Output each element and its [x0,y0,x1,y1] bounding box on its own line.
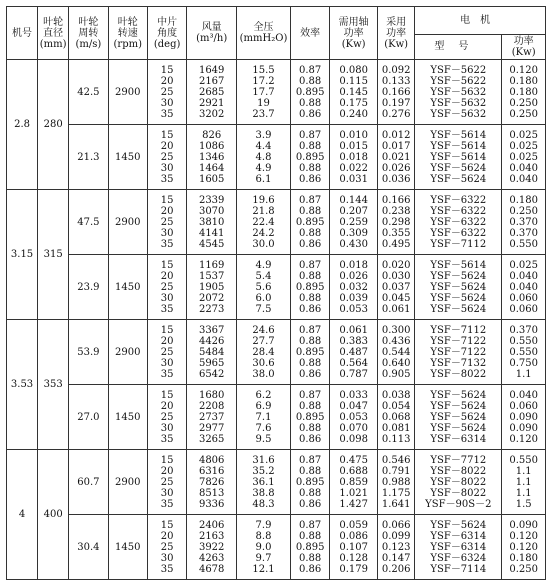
motor-model-cell: YSF－6322 YSF－6322 YSF－6322 YSF－6322 YSF－7112 [415,190,502,255]
diameter-cell: 315 [38,190,69,320]
motor-model-cell: YSF－5622 YSF－5622 YSF－5632 YSF－5632 YSF－5632 [415,60,502,125]
efficiency-cell: 0.87 0.88 0.895 0.88 0.86 [290,515,329,580]
motor-power-cell: 0.550 1.1 1.1 1.1 1.5 [502,450,546,515]
header-blade-angle: 中片 角度 (deg) [147,7,186,60]
flow-cell: 826 1086 1346 1464 1605 [187,125,237,190]
efficiency-cell: 0.87 0.88 0.895 0.88 0.86 [290,125,329,190]
angle-cell: 15 20 25 30 35 [147,255,186,320]
table-row [7,385,546,450]
pressure-cell: 7.9 8.8 9.0 9.7 12.1 [237,515,291,580]
flow-cell: 3367 4426 5484 5965 6542 [187,320,237,385]
motor-power-cell: 0.180 0.250 0.370 0.370 0.550 [502,190,546,255]
diameter-cell: 280 [38,60,69,190]
adopted-power-cell: 0.066 0.099 0.123 0.147 0.206 [378,515,415,580]
machine-no-cell: 3.15 [7,190,38,320]
pressure-cell: 15.5 17.2 17.7 19 23.7 [237,60,291,125]
header-shaft-power: 需用轴 功率 (Kw) [330,7,378,60]
shaft-power-cell: 0.018 0.026 0.032 0.039 0.053 [330,255,378,320]
motor-model-cell: YSF－5624 YSF－5624 YSF－5624 YSF－5624 YSF－6314 [415,385,502,450]
rpm-cell: 2900 [108,190,147,255]
table-row [7,515,546,580]
pressure-cell: 6.2 6.9 7.1 7.6 9.5 [237,385,291,450]
rpm-cell: 2900 [108,60,147,125]
tip-speed-cell: 30.4 [69,515,108,580]
header-adopted-power: 采用 功率 (Kw) [378,7,415,60]
shaft-power-cell: 0.059 0.086 0.107 0.128 0.179 [330,515,378,580]
pressure-cell: 4.9 5.4 5.6 6.0 7.5 [237,255,291,320]
motor-model-cell: YSF－5624 YSF－6314 YSF－6314 YSF－6324 YSF－7114 [415,515,502,580]
flow-cell: 1169 1537 1905 2072 2273 [187,255,237,320]
rpm-cell: 1450 [108,385,147,450]
efficiency-cell: 0.87 0.88 0.895 0.88 0.86 [290,255,329,320]
efficiency-cell: 0.87 0.88 0.895 0.88 0.86 [290,450,329,515]
machine-no-cell: 2.8 [7,60,38,190]
machine-no-cell: 3.53 [7,320,38,450]
table-row [7,125,546,190]
header-total-pressure: 全压 (mmH₂O) [237,7,291,60]
adopted-power-cell: 0.300 0.436 0.544 0.640 0.905 [378,320,415,385]
tip-speed-cell: 53.9 [69,320,108,385]
shaft-power-cell: 0.061 0.383 0.487 0.564 0.787 [330,320,378,385]
table-row [7,190,546,255]
pressure-cell: 19.6 21.8 22.4 24.2 30.0 [237,190,291,255]
motor-model-cell: YSF－7112 YSF－7122 YSF－7122 YSF－7132 YSF－8022 [415,320,502,385]
tip-speed-cell: 27.0 [69,385,108,450]
angle-cell: 15 20 25 30 35 [147,60,186,125]
rpm-cell: 1450 [108,255,147,320]
efficiency-cell: 0.87 0.88 0.895 0.88 0.86 [290,190,329,255]
adopted-power-cell: 0.166 0.238 0.298 0.355 0.495 [378,190,415,255]
flow-cell: 4806 6316 7826 8513 9336 [187,450,237,515]
shaft-power-cell: 0.144 0.207 0.259 0.309 0.430 [330,190,378,255]
diameter-cell: 400 [38,450,69,580]
shaft-power-cell: 0.010 0.015 0.018 0.022 0.031 [330,125,378,190]
flow-cell: 2406 2163 3922 4263 4678 [187,515,237,580]
header-motor: 电机 [415,7,546,35]
pressure-cell: 3.9 4.4 4.8 4.9 6.1 [237,125,291,190]
rpm-cell: 1450 [108,125,147,190]
table-row [7,60,546,125]
shaft-power-cell: 0.080 0.115 0.145 0.175 0.240 [330,60,378,125]
header-tip-speed: 叶轮 周转 (m/s) [69,7,108,60]
table-row [7,450,546,515]
header-machine-no: 机号 [7,7,38,60]
motor-power-cell: 0.370 0.550 0.550 0.750 1.1 [502,320,546,385]
flow-cell: 1649 2167 2685 2921 3202 [187,60,237,125]
motor-power-cell: 0.120 0.180 0.180 0.250 0.250 [502,60,546,125]
diameter-cell: 353 [38,320,69,450]
header-impeller-diameter: 叶轮 直径 (mm) [38,7,69,60]
angle-cell: 15 20 25 30 35 [147,320,186,385]
motor-power-cell: 0.040 0.060 0.090 0.090 0.120 [502,385,546,450]
motor-model-cell: YSF－7712 YSF－8022 YSF－8022 YSF－8022 YSF－90S－2 [415,450,502,515]
rpm-cell: 2900 [108,320,147,385]
header-motor-model: 型号 [415,34,502,59]
rpm-cell: 2900 [108,450,147,515]
tip-speed-cell: 60.7 [69,450,108,515]
angle-cell: 15 20 25 30 35 [147,450,186,515]
efficiency-cell: 0.87 0.88 0.895 0.88 0.86 [290,385,329,450]
motor-model-cell: YSF－5614 YSF－5624 YSF－5624 YSF－5624 YSF－5624 [415,255,502,320]
angle-cell: 15 20 25 30 35 [147,125,186,190]
header-row-1 [7,7,546,35]
fan-performance-table [6,6,546,580]
adopted-power-cell: 0.092 0.133 0.166 0.197 0.276 [378,60,415,125]
flow-cell: 1680 2208 2737 2977 3265 [187,385,237,450]
machine-no-cell: 4 [7,450,38,580]
shaft-power-cell: 0.033 0.047 0.053 0.070 0.098 [330,385,378,450]
adopted-power-cell: 0.038 0.054 0.068 0.081 0.113 [378,385,415,450]
pressure-cell: 24.6 27.7 28.4 30.6 38.0 [237,320,291,385]
table-row [7,320,546,385]
adopted-power-cell: 0.546 0.791 0.988 1.175 1.641 [378,450,415,515]
adopted-power-cell: 0.020 0.030 0.037 0.045 0.061 [378,255,415,320]
tip-speed-cell: 21.3 [69,125,108,190]
rpm-cell: 1450 [108,515,147,580]
adopted-power-cell: 0.012 0.017 0.021 0.026 0.036 [378,125,415,190]
tip-speed-cell: 23.9 [69,255,108,320]
angle-cell: 15 20 25 30 35 [147,515,186,580]
motor-power-cell: 0.025 0.025 0.025 0.040 0.040 [502,125,546,190]
motor-model-cell: YSF－5614 YSF－5614 YSF－5614 YSF－5624 YSF－5624 [415,125,502,190]
tip-speed-cell: 42.5 [69,60,108,125]
header-efficiency: 效率 [290,7,329,60]
header-air-flow: 风量 (m³/h) [187,7,237,60]
efficiency-cell: 0.87 0.88 0.895 0.88 0.86 [290,320,329,385]
shaft-power-cell: 0.475 0.688 0.859 1.021 1.427 [330,450,378,515]
header-rotation-speed: 叶轮 转速 (rpm) [108,7,147,60]
table-row [7,255,546,320]
motor-power-cell: 0.025 0.040 0.040 0.060 0.060 [502,255,546,320]
tip-speed-cell: 47.5 [69,190,108,255]
motor-power-cell: 0.090 0.120 0.120 0.180 0.250 [502,515,546,580]
angle-cell: 15 20 25 30 35 [147,385,186,450]
efficiency-cell: 0.87 0.88 0.895 0.88 0.86 [290,60,329,125]
flow-cell: 2339 3070 3810 4141 4545 [187,190,237,255]
header-motor-power: 功率 (Kw) [502,34,546,59]
pressure-cell: 31.6 35.2 36.1 38.8 48.3 [237,450,291,515]
angle-cell: 15 20 25 30 35 [147,190,186,255]
fan-performance-table-container [6,6,546,580]
